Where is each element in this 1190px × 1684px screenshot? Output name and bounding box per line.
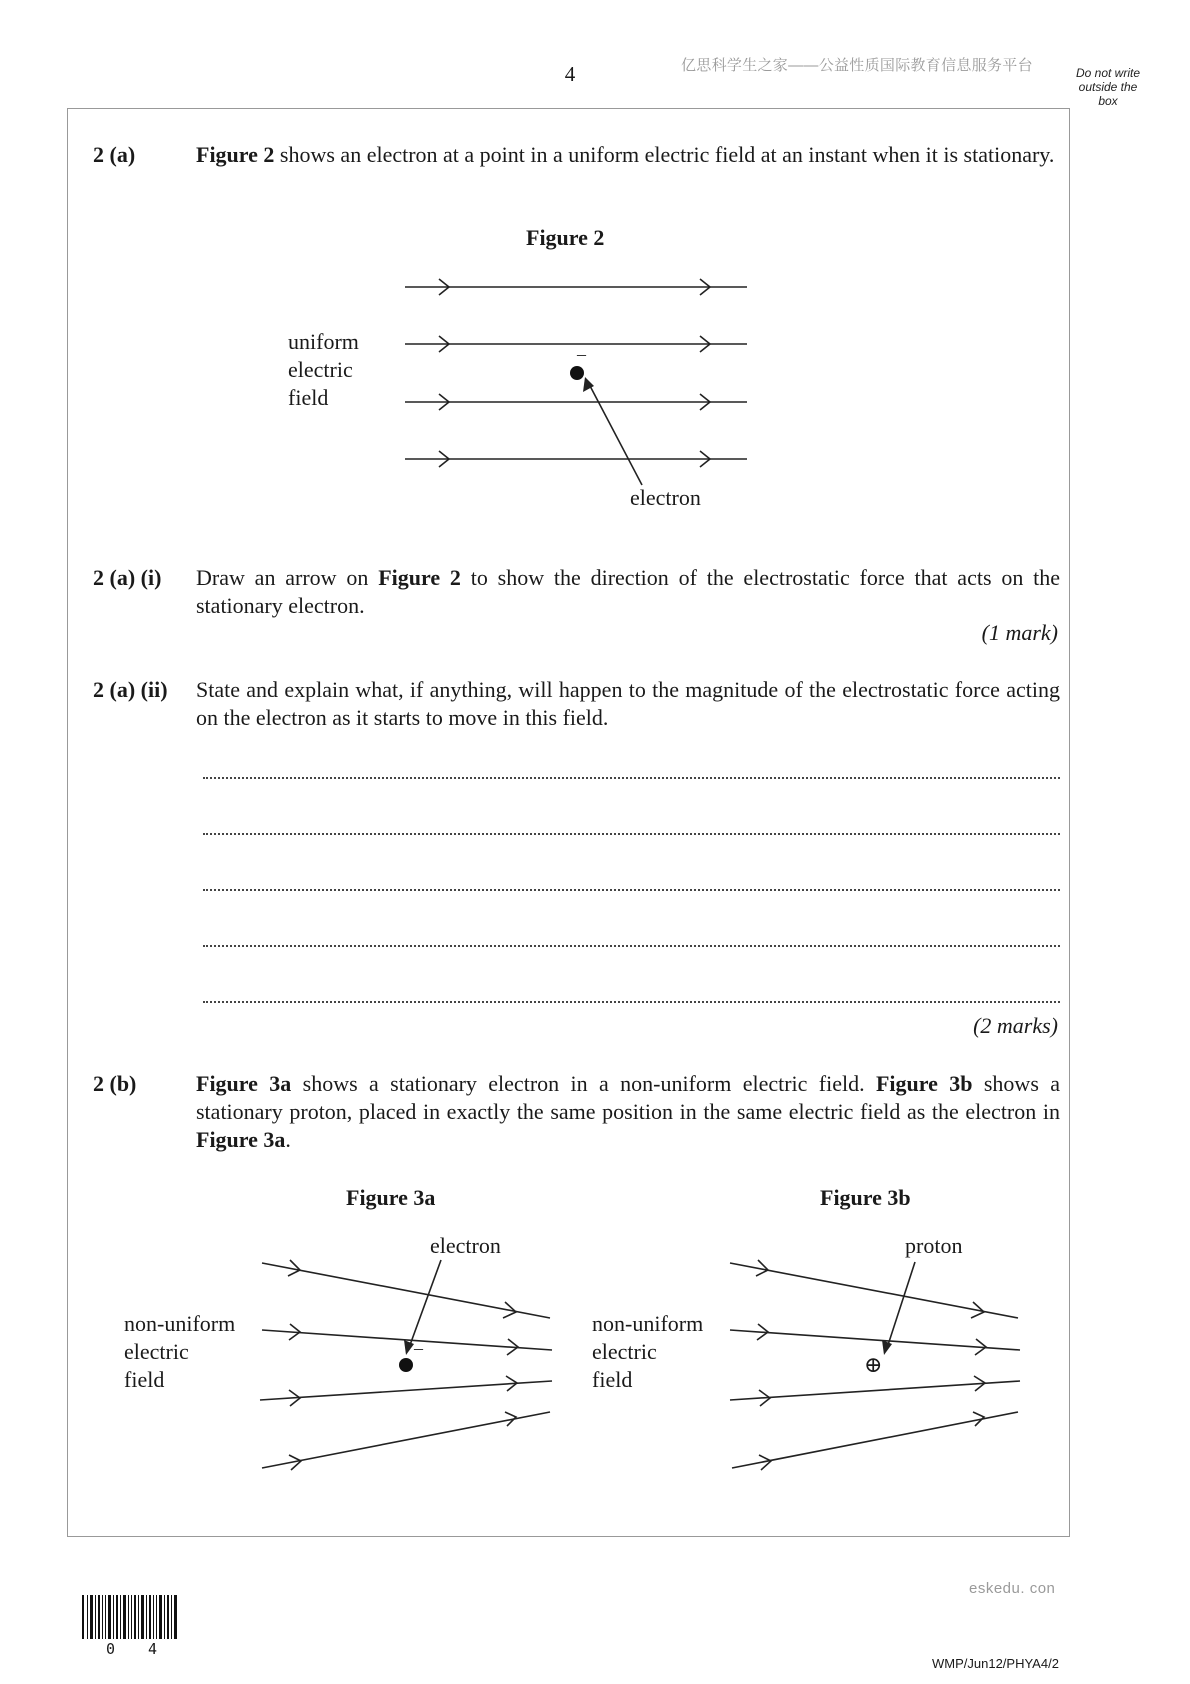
field-line <box>262 1263 550 1318</box>
margin-note: Do not write outside the box <box>1075 66 1141 108</box>
field-label-line: field <box>592 1367 633 1392</box>
figure-ref: Figure 2 <box>378 565 461 590</box>
question-number-2ai: 2 (a) (i) <box>93 565 162 590</box>
figure-2-charge-sign: – <box>577 344 586 364</box>
question-number-2b: 2 (b) <box>93 1071 137 1096</box>
label-pointer <box>410 1260 441 1345</box>
figure-ref: Figure 3a <box>196 1127 286 1152</box>
field-line <box>730 1263 1018 1318</box>
field-label-line: non-uniform <box>592 1311 704 1336</box>
figure-ref: Figure 2 <box>196 142 275 167</box>
pointer-arrowhead <box>404 1340 414 1355</box>
field-label-line: field <box>288 385 329 410</box>
marks-2ai: (1 mark) <box>981 620 1058 645</box>
barcode <box>82 1595 178 1639</box>
figure-ref: Figure 3b <box>875 1071 973 1096</box>
figure-3b-proton-symbol: ⊕ <box>864 1352 883 1377</box>
page-number: 4 <box>564 62 576 86</box>
figure-3a-electron-label: electron <box>430 1233 501 1258</box>
pointer-arrowhead <box>882 1340 892 1355</box>
barcode-number: 0 4 <box>106 1640 170 1658</box>
question-text: . <box>285 1127 291 1152</box>
figure-3b-proton-label: proton <box>905 1233 963 1258</box>
question-text: to show the direction of the electrostatic force that acts on the stationary electron. <box>196 565 1061 618</box>
figure-3b-title: Figure 3b <box>820 1185 911 1210</box>
label-pointer <box>888 1262 915 1345</box>
paper-reference: WMP/Jun12/PHYA4/2 <box>932 1656 1059 1671</box>
header-watermark: 亿思科学生之家——公益性质国际教育信息服务平台 <box>681 57 1033 74</box>
question-number-2aii: 2 (a) (ii) <box>93 677 168 702</box>
field-line <box>262 1412 550 1468</box>
field-label-line: uniform <box>288 329 359 354</box>
question-text: Draw an arrow on <box>196 565 379 590</box>
field-label-line: non-uniform <box>124 1311 236 1336</box>
figure-3a-charge-sign: – <box>414 1338 423 1358</box>
field-label-line: electric <box>288 357 353 382</box>
figure-3b-field-lines <box>730 1260 1020 1470</box>
footer-watermark: eskedu. con <box>969 1580 1056 1597</box>
figure-ref: Figure 3a <box>196 1071 292 1096</box>
field-label-line: field <box>124 1367 165 1392</box>
question-text: shows a stationary electron in a non-uniform electric field. <box>291 1071 876 1096</box>
marks-2aii: (2 marks) <box>973 1013 1058 1038</box>
question-2aii-text: State and explain what, if anything, will happen to the magnitude of the electrostatic force acting on the electron as it starts to move in this field. <box>196 677 1060 730</box>
field-label-line: electric <box>124 1339 189 1364</box>
question-number-2a: 2 (a) <box>93 142 136 167</box>
question-text: shows an electron at a point in a uniform electric field at an instant when it is stationary. <box>274 142 1055 167</box>
figure-2-electron-label: electron <box>630 485 701 510</box>
field-label-line: electric <box>592 1339 657 1364</box>
field-line <box>732 1412 1018 1468</box>
question-text: shows a stationary proton, placed in exactly the same position in the same electric field as the electron in <box>196 1071 1061 1124</box>
electron-dot <box>399 1358 413 1372</box>
figure-2-title: Figure 2 <box>526 225 605 250</box>
figure-3a-title: Figure 3a <box>346 1185 436 1210</box>
